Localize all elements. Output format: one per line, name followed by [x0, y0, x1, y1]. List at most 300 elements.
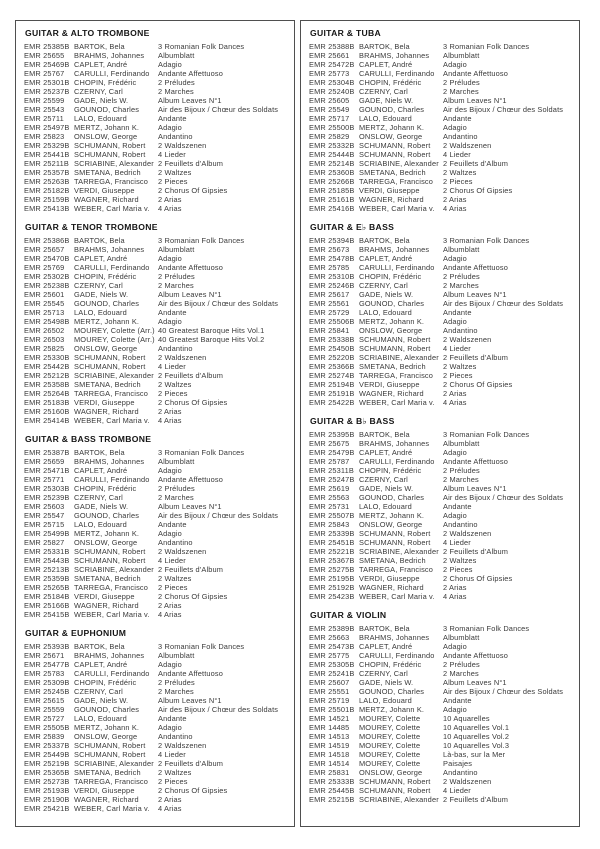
composer-name: GOUNOD, Charles — [359, 105, 425, 114]
emr-code: EMR 25161B — [309, 195, 355, 204]
catalog-row — [309, 105, 575, 114]
work-title: 2 Arias — [158, 601, 182, 610]
composer-name: CARULLI, Ferdinando — [74, 475, 150, 484]
emr-code: EMR 25311B — [309, 466, 354, 475]
composer-name: WEBER, Carl Maria v. — [74, 610, 150, 619]
emr-code: EMR 25215B — [309, 795, 355, 804]
catalog-row — [24, 326, 290, 335]
emr-code: EMR 25213B — [24, 565, 70, 574]
composer-name: GOUNOD, Charles — [359, 493, 425, 502]
work-title: Adagio — [158, 317, 182, 326]
catalog-row — [309, 177, 575, 186]
work-title: Andante Affettuoso — [158, 475, 224, 484]
work-title: 3 Romanian Folk Dances — [158, 448, 245, 457]
work-title: Adagio — [158, 60, 182, 69]
composer-name: GADE, Niels W. — [74, 290, 129, 299]
catalog-row — [24, 281, 290, 290]
work-title: 2 Pieces — [158, 389, 188, 398]
emr-code: EMR 25601 — [24, 290, 65, 299]
emr-code: EMR 25617 — [309, 290, 350, 299]
catalog-row — [24, 362, 290, 371]
work-title: 3 Romanian Folk Dances — [158, 42, 245, 51]
composer-name: BRAHMS, Johannes — [359, 439, 430, 448]
catalog-row — [309, 335, 575, 344]
emr-code: EMR 25767 — [24, 69, 65, 78]
composer-name: TARREGA, Francisco — [359, 565, 434, 574]
emr-code: EMR 25219B — [24, 759, 70, 768]
composer-name: MOUREY, Colette — [359, 714, 421, 723]
work-title: 2 Chorus Of Gipsies — [158, 186, 228, 195]
composer-name: GOUNOD, Charles — [74, 511, 140, 520]
emr-code: EMR 25421B — [24, 804, 70, 813]
emr-code: EMR 25393B — [24, 642, 70, 651]
catalog-row — [309, 529, 575, 538]
emr-code: EMR 25787 — [309, 457, 350, 466]
composer-name: CZERNY, Carl — [359, 281, 408, 290]
catalog-row — [24, 141, 290, 150]
composer-name: SCRIABINE, Alexander — [359, 547, 439, 556]
catalog-row — [309, 308, 575, 317]
section-title: GUITAR & TUBA — [310, 28, 382, 38]
work-title: 2 Feuillets d'Album — [158, 759, 224, 768]
composer-name: VERDI, Giuseppe — [359, 380, 420, 389]
catalog-row — [309, 448, 575, 457]
composer-name: WAGNER, Richard — [74, 795, 139, 804]
work-title: 4 Lieder — [443, 786, 471, 795]
catalog-row — [24, 308, 290, 317]
composer-name: GADE, Niels W. — [359, 290, 414, 299]
work-title: 3 Romanian Folk Dances — [443, 236, 530, 245]
emr-code: EMR 25839 — [24, 732, 65, 741]
catalog-row — [24, 344, 290, 353]
composer-name: CHOPIN, Frédéric — [74, 272, 137, 281]
work-title: Andante Affettuoso — [158, 69, 224, 78]
composer-name: CHOPIN, Frédéric — [359, 272, 422, 281]
work-title: 2 Préludes — [443, 466, 480, 475]
work-title: 10 Aquarelles Vol.1 — [443, 723, 510, 732]
emr-code: EMR 25237B — [24, 87, 70, 96]
emr-code: EMR 25501B — [309, 705, 355, 714]
work-title: Adagio — [158, 254, 182, 263]
catalog-row — [24, 475, 290, 484]
work-title: 2 Pieces — [443, 565, 473, 574]
catalog-row — [309, 687, 575, 696]
work-title: Andante Affettuoso — [443, 263, 509, 272]
emr-code: EMR 25605 — [309, 96, 350, 105]
work-title: 2 Waldszenen — [158, 353, 207, 362]
emr-code: EMR 25366B — [309, 362, 355, 371]
work-title: 2 Pieces — [443, 177, 473, 186]
emr-code: EMR 25166B — [24, 601, 70, 610]
work-title: Adagio — [158, 723, 182, 732]
composer-name: BARTOK, Bela — [359, 236, 410, 245]
work-title: Adagio — [158, 529, 182, 538]
catalog-row — [24, 678, 290, 687]
catalog-row — [24, 448, 290, 457]
work-title: 2 Waltzes — [443, 168, 477, 177]
composer-name: MOUREY, Colette (Arr.) — [74, 326, 155, 335]
composer-name: SMETANA, Bedrich — [359, 556, 426, 565]
composer-name: CAPLET, André — [74, 466, 128, 475]
emr-code: EMR 25266B — [309, 177, 355, 186]
composer-name: WAGNER, Richard — [74, 195, 139, 204]
composer-name: MERTZ, Johann K. — [74, 723, 140, 732]
composer-name: VERDI, Giuseppe — [359, 574, 420, 583]
emr-code: EMR 25563 — [309, 493, 350, 502]
catalog-row — [24, 696, 290, 705]
work-title: Air des Bijoux / Chœur des Soldats — [443, 299, 564, 308]
work-title: 2 Préludes — [158, 78, 195, 87]
catalog-row — [24, 529, 290, 538]
composer-name: MERTZ, Johann K. — [74, 317, 140, 326]
work-title: 2 Feuillets d'Album — [443, 159, 509, 168]
composer-name: SCHUMANN, Robert — [359, 150, 431, 159]
work-title: 2 Chorus Of Gipsies — [158, 786, 228, 795]
catalog-row — [309, 714, 575, 723]
work-title: Albumblatt — [158, 51, 195, 60]
catalog-row — [309, 186, 575, 195]
emr-code: EMR 25389B — [309, 624, 355, 633]
work-title: 4 Arias — [443, 592, 467, 601]
emr-code: EMR 25413B — [24, 204, 70, 213]
composer-name: BARTOK, Bela — [359, 430, 410, 439]
work-title: 2 Waltzes — [158, 380, 192, 389]
catalog-row — [309, 660, 575, 669]
catalog-row — [24, 105, 290, 114]
catalog-row — [309, 371, 575, 380]
work-title: 2 Feuillets d'Album — [443, 795, 509, 804]
emr-code: EMR 25469B — [24, 60, 70, 69]
composer-name: ONSLOW, George — [74, 132, 138, 141]
catalog-row — [309, 281, 575, 290]
emr-code: EMR 25275B — [309, 565, 355, 574]
work-title: Air des Bijoux / Chœur des Soldats — [443, 687, 564, 696]
work-title: Albumblatt — [158, 457, 195, 466]
emr-code: EMR 25445B — [309, 786, 355, 795]
catalog-row — [24, 705, 290, 714]
emr-code: EMR 25478B — [309, 254, 355, 263]
emr-code: EMR 14518 — [309, 750, 350, 759]
composer-name: WAGNER, Richard — [359, 389, 424, 398]
catalog-row — [24, 272, 290, 281]
work-title: 2 Waltzes — [158, 768, 192, 777]
emr-code: EMR 25561 — [309, 299, 350, 308]
emr-code: EMR 25338B — [309, 335, 355, 344]
catalog-row — [309, 87, 575, 96]
composer-name: CAPLET, André — [74, 254, 128, 263]
emr-code: EMR 25159B — [24, 195, 70, 204]
emr-code: EMR 25713 — [24, 308, 65, 317]
catalog-row — [309, 777, 575, 786]
work-title: Andantino — [158, 732, 193, 741]
work-title: 2 Waldszenen — [158, 741, 207, 750]
composer-name: SMETANA, Bedrich — [74, 768, 141, 777]
work-title: Là-bas, sur la Mer — [443, 750, 506, 759]
work-title: Andantino — [443, 768, 478, 777]
emr-code: EMR 25549 — [309, 105, 350, 114]
work-title: 2 Arias — [443, 583, 467, 592]
emr-code: EMR 25655 — [24, 51, 65, 60]
emr-code: EMR 25825 — [24, 344, 65, 353]
composer-name: SCHUMANN, Robert — [74, 750, 146, 759]
composer-name: WEBER, Carl Maria v. — [359, 398, 435, 407]
emr-code: EMR 25265B — [24, 583, 70, 592]
composer-name: TARREGA, Francisco — [74, 389, 149, 398]
emr-code: EMR 25719 — [309, 696, 350, 705]
work-title: Album Leaves N°1 — [158, 696, 222, 705]
composer-name: SCRIABINE, Alexander — [74, 565, 154, 574]
composer-name: SMETANA, Bedrich — [74, 574, 141, 583]
emr-code: EMR 25238B — [24, 281, 70, 290]
work-title: Andante Affettuoso — [443, 69, 509, 78]
catalog-row — [24, 78, 290, 87]
emr-code: EMR 25715 — [24, 520, 65, 529]
catalog-row — [309, 705, 575, 714]
composer-name: SCHUMANN, Robert — [74, 362, 146, 371]
emr-code: EMR 25473B — [309, 642, 355, 651]
composer-name: MOUREY, Colette — [359, 723, 421, 732]
catalog-row — [309, 669, 575, 678]
emr-code: EMR 25717 — [309, 114, 350, 123]
composer-name: BARTOK, Bela — [359, 42, 410, 51]
catalog-row — [24, 51, 290, 60]
catalog-row — [24, 254, 290, 263]
catalog-row — [24, 150, 290, 159]
composer-name: CARULLI, Ferdinando — [74, 69, 150, 78]
composer-name: WAGNER, Richard — [74, 601, 139, 610]
emr-code: EMR 25507B — [309, 511, 355, 520]
emr-code: EMR 25333B — [309, 777, 355, 786]
work-title: 4 Arias — [443, 204, 467, 213]
emr-code: EMR 25783 — [24, 669, 65, 678]
emr-code: EMR 25305B — [309, 660, 355, 669]
work-title: Album Leaves N°1 — [443, 96, 507, 105]
emr-code: EMR 25477B — [24, 660, 70, 669]
catalog-row — [309, 511, 575, 520]
work-title: 10 Aquarelles Vol.3 — [443, 741, 510, 750]
work-title: 2 Pieces — [158, 777, 188, 786]
work-title: 2 Feuillets d'Album — [443, 353, 509, 362]
section-title: GUITAR & VIOLIN — [310, 610, 387, 620]
catalog-row — [309, 759, 575, 768]
emr-code: EMR 25422B — [309, 398, 355, 407]
work-title: Adagio — [443, 511, 467, 520]
emr-code: EMR 25332B — [309, 141, 355, 150]
catalog-row — [309, 114, 575, 123]
work-title: 3 Romanian Folk Dances — [443, 430, 530, 439]
emr-code: EMR 25619 — [309, 484, 350, 493]
composer-name: CAPLET, André — [359, 448, 413, 457]
composer-name: GOUNOD, Charles — [359, 299, 425, 308]
section-title: GUITAR & E♭ BASS — [310, 222, 395, 232]
catalog-row — [309, 430, 575, 439]
catalog-row — [309, 245, 575, 254]
catalog-row — [24, 114, 290, 123]
catalog-row — [309, 574, 575, 583]
emr-code: EMR 26502 — [24, 326, 65, 335]
emr-code: EMR 25661 — [309, 51, 350, 60]
emr-code: EMR 25193B — [24, 786, 70, 795]
catalog-row — [309, 236, 575, 245]
work-title: Air des Bijoux / Chœur des Soldats — [158, 511, 279, 520]
composer-name: MERTZ, Johann K. — [359, 317, 425, 326]
catalog-row — [24, 669, 290, 678]
section-title: GUITAR & TENOR TROMBONE — [25, 222, 158, 232]
catalog-row — [24, 416, 290, 425]
composer-name: CARULLI, Ferdinando — [359, 69, 435, 78]
emr-code: EMR 25220B — [309, 353, 355, 362]
emr-code: EMR 25339B — [309, 529, 355, 538]
emr-code: EMR 25365B — [24, 768, 70, 777]
work-title: 4 Lieder — [443, 344, 471, 353]
work-title: Album Leaves N°1 — [158, 96, 222, 105]
emr-code: EMR 25711 — [24, 114, 64, 123]
work-title: Adagio — [443, 642, 467, 651]
work-title: Air des Bijoux / Chœur des Soldats — [443, 493, 564, 502]
work-title: 2 Waldszenen — [443, 335, 492, 344]
work-title: 2 Marches — [158, 87, 194, 96]
work-title: 2 Préludes — [158, 678, 195, 687]
work-title: Albumblatt — [158, 651, 195, 660]
composer-name: TARREGA, Francisco — [359, 177, 434, 186]
composer-name: BARTOK, Bela — [74, 448, 125, 457]
composer-name: ONSLOW, George — [359, 520, 423, 529]
work-title: Album Leaves N°1 — [443, 678, 507, 687]
work-title: Air des Bijoux / Chœur des Soldats — [443, 105, 564, 114]
composer-name: TARREGA, Francisco — [359, 371, 434, 380]
catalog-row — [24, 466, 290, 475]
emr-code: EMR 25273B — [24, 777, 70, 786]
work-title: 4 Lieder — [158, 750, 186, 759]
catalog-section — [309, 28, 575, 213]
emr-code: EMR 25264B — [24, 389, 70, 398]
composer-name: LALO, Edouard — [359, 308, 412, 317]
composer-name: WEBER, Carl Maria v. — [74, 416, 150, 425]
composer-name: VERDI, Giuseppe — [74, 592, 135, 601]
emr-code: EMR 25827 — [24, 538, 65, 547]
catalog-row — [309, 389, 575, 398]
work-title: Andante — [158, 520, 187, 529]
catalog-row — [24, 547, 290, 556]
emr-code: EMR 25497B — [24, 123, 70, 132]
emr-code: EMR 25358B — [24, 380, 70, 389]
work-title: 2 Préludes — [158, 484, 195, 493]
emr-code: EMR 25471B — [24, 466, 70, 475]
composer-name: BRAHMS, Johannes — [74, 245, 145, 254]
composer-name: CARULLI, Ferdinando — [359, 263, 435, 272]
composer-name: MERTZ, Johann K. — [359, 705, 425, 714]
emr-code: EMR 25603 — [24, 502, 65, 511]
work-title: 4 Lieder — [158, 362, 186, 371]
emr-code: EMR 25360B — [309, 168, 355, 177]
emr-code: EMR 25823 — [24, 132, 65, 141]
work-title: Adagio — [443, 123, 467, 132]
catalog-row — [24, 317, 290, 326]
work-title: 4 Lieder — [443, 538, 471, 547]
emr-code: EMR 25301B — [24, 78, 70, 87]
composer-name: SMETANA, Bedrich — [359, 362, 426, 371]
composer-name: MERTZ, Johann K. — [359, 511, 425, 520]
composer-name: TARREGA, Francisco — [74, 177, 149, 186]
emr-code: EMR 25543 — [24, 105, 65, 114]
emr-code: EMR 25160B — [24, 407, 70, 416]
catalog-row — [309, 299, 575, 308]
composer-name: GADE, Niels W. — [74, 502, 129, 511]
work-title: Adagio — [443, 448, 467, 457]
emr-code: EMR 25357B — [24, 168, 70, 177]
catalog-row — [24, 556, 290, 565]
composer-name: SCHUMANN, Robert — [74, 556, 146, 565]
catalog-row — [309, 678, 575, 687]
catalog-row — [309, 204, 575, 213]
emr-code: EMR 25443B — [24, 556, 70, 565]
work-title: Albumblatt — [443, 51, 480, 60]
catalog-row — [24, 290, 290, 299]
catalog-row — [24, 660, 290, 669]
composer-name: GADE, Niels W. — [359, 484, 414, 493]
work-title: 2 Marches — [158, 687, 194, 696]
catalog-row — [24, 538, 290, 547]
catalog-row — [24, 741, 290, 750]
composer-name: SCHUMANN, Robert — [74, 353, 146, 362]
composer-name: BRAHMS, Johannes — [74, 651, 145, 660]
catalog-section — [309, 610, 575, 804]
composer-name: BARTOK, Bela — [74, 236, 125, 245]
composer-name: CAPLET, André — [359, 642, 413, 651]
work-title: 2 Préludes — [443, 78, 480, 87]
work-title: 2 Marches — [158, 281, 194, 290]
catalog-row — [24, 592, 290, 601]
composer-name: MOUREY, Colette — [359, 732, 421, 741]
catalog-row — [24, 353, 290, 362]
emr-code: EMR 25184B — [24, 592, 70, 601]
work-title: Andante Affettuoso — [158, 263, 224, 272]
catalog-row — [24, 236, 290, 245]
composer-name: CHOPIN, Frédéric — [359, 78, 422, 87]
composer-name: CZERNY, Carl — [359, 87, 408, 96]
work-title: 2 Feuillets d'Album — [158, 159, 224, 168]
work-title: Andantino — [158, 538, 193, 547]
catalog-section — [24, 434, 290, 619]
composer-name: SCRIABINE, Alexander — [359, 795, 439, 804]
work-title: 3 Romanian Folk Dances — [158, 236, 245, 245]
composer-name: VERDI, Giuseppe — [74, 186, 135, 195]
composer-name: WEBER, Carl Maria v. — [74, 204, 150, 213]
catalog-section — [309, 416, 575, 601]
composer-name: GOUNOD, Charles — [74, 105, 140, 114]
catalog-row — [24, 786, 290, 795]
work-title: 2 Arias — [158, 195, 182, 204]
catalog-row — [24, 565, 290, 574]
catalog-row — [309, 123, 575, 132]
work-title: 4 Arias — [158, 416, 182, 425]
composer-name: MOUREY, Colette — [359, 750, 421, 759]
composer-name: BRAHMS, Johannes — [359, 51, 430, 60]
emr-code: EMR 25479B — [309, 448, 355, 457]
catalog-row — [309, 69, 575, 78]
work-title: 2 Chorus Of Gipsies — [158, 592, 228, 601]
emr-code: EMR 25385B — [24, 42, 70, 51]
composer-name: ONSLOW, George — [74, 344, 138, 353]
work-title: 2 Arias — [158, 795, 182, 804]
emr-code: EMR 25337B — [24, 741, 70, 750]
catalog-row — [309, 651, 575, 660]
catalog-row — [24, 687, 290, 696]
catalog-row — [24, 380, 290, 389]
catalog-row — [24, 732, 290, 741]
work-title: 3 Romanian Folk Dances — [158, 642, 245, 651]
catalog-row — [24, 511, 290, 520]
